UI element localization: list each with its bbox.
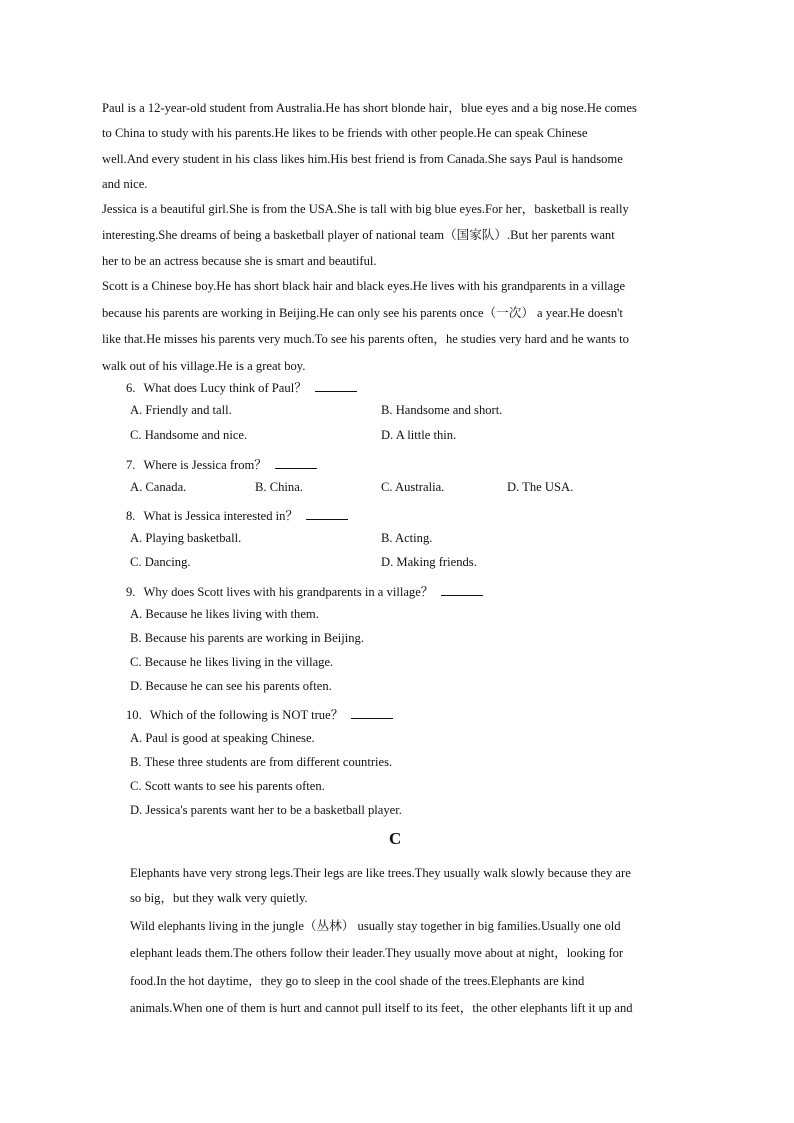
paragraph-scott: [102, 273, 702, 379]
option-b: B. Because his parents are working in Beijing.: [130, 631, 364, 645]
question-10: [102, 704, 702, 723]
answer-blank[interactable]: [441, 583, 483, 596]
paragraph-jessica: [102, 196, 702, 274]
text-line: Elephants have very strong legs.Their legs are like trees.They usually walk slowly because they are: [130, 866, 631, 880]
option-b: B. Acting.: [381, 531, 433, 545]
text-line: because his parents are working in Beijing.He can only see his parents once（一次） a year.He doesn't: [102, 305, 623, 320]
question-number: 6.: [126, 381, 136, 395]
answer-blank[interactable]: [351, 706, 393, 719]
option-c: C. Handsome and nice.: [130, 428, 248, 442]
question-text: What is Jessica interested in？: [143, 509, 299, 523]
option-b: B. These three students are from different countries.: [130, 755, 393, 769]
text-line: and nice.: [102, 176, 148, 191]
question-number: 10.: [126, 708, 142, 722]
option-c: C. Because he likes living in the village.: [130, 655, 334, 669]
text-line: Paul is a 12-year-old student from Australia.He has short blonde hair，blue eyes and a big nose.He comes: [102, 101, 637, 115]
text-line: her to be an actress because she is smart and beautiful.: [102, 254, 377, 268]
text-line: walk out of his village.He is a great boy.: [102, 358, 306, 373]
paragraph-elephants-2: [130, 913, 710, 1022]
option-d: D. The USA.: [507, 480, 574, 494]
option-c: C. Dancing.: [130, 555, 191, 569]
question-text: Which of the following is NOT true？: [149, 708, 344, 722]
option-a: A. Friendly and tall.: [130, 403, 232, 417]
option-d: D. Because he can see his parents often.: [130, 679, 332, 693]
question-text: What does Lucy think of Paul？: [143, 381, 307, 395]
paragraph-elephants-1: [130, 861, 710, 911]
question-number: 8.: [126, 509, 136, 523]
answer-blank[interactable]: [315, 379, 357, 392]
text-line: Jessica is a beautiful girl.She is from the USA.She is tall with big blue eyes.For her，basketball is really: [102, 202, 629, 216]
option-b: B. China.: [255, 480, 303, 494]
question-text: Why does Scott lives with his grandparents in a village？: [143, 585, 434, 599]
option-a: A. Because he likes living with them.: [130, 607, 319, 621]
option-c: C. Australia.: [381, 480, 445, 494]
option-c: C. Scott wants to see his parents often.: [130, 779, 325, 793]
option-d: D. Jessica's parents want her to be a basketball player.: [130, 803, 402, 817]
question-8: [102, 505, 702, 524]
text-line: to China to study with his parents.He likes to be friends with other people.He can speak Chinese: [102, 126, 588, 141]
section-title: C: [389, 829, 402, 848]
text-line: so big，but they walk very quietly.: [130, 891, 308, 905]
option-a: A. Paul is good at speaking Chinese.: [130, 731, 315, 745]
option-a: A. Playing basketball.: [130, 531, 242, 545]
question-6: [102, 377, 702, 396]
text-line: Wild elephants living in the jungle（丛林） usually stay together in big families.Usually one old: [130, 919, 621, 933]
text-line: animals.When one of them is hurt and cannot pull itself to its feet，the other elephants lift it up and: [130, 1000, 633, 1015]
option-d: D. Making friends.: [381, 555, 477, 569]
text-line: well.And every student in his class likes him.His best friend is from Canada.She says Paul is handsome: [102, 151, 623, 166]
question-number: 7.: [126, 458, 136, 472]
question-9: [102, 581, 702, 600]
question-number: 9.: [126, 585, 136, 599]
text-line: elephant leads them.The others follow their leader.They usually move about at night，looking for: [130, 946, 624, 961]
text-line: like that.He misses his parents very much.To see his parents often，he studies very hard and he wants to: [102, 332, 629, 346]
answer-blank[interactable]: [275, 456, 317, 469]
option-a: A. Canada.: [130, 480, 187, 494]
text-line: interesting.She dreams of being a basketball player of national team（国家队）.But her parents want: [102, 228, 615, 242]
paragraph-paul: [102, 96, 702, 197]
text-line: food.In the hot daytime，they go to sleep in the cool shade of the trees.Elephants are kind: [130, 973, 585, 988]
option-b: B. Handsome and short.: [381, 403, 503, 417]
answer-blank[interactable]: [306, 507, 348, 520]
option-d: D. A little thin.: [381, 428, 457, 442]
question-text: Where is Jessica from？: [143, 458, 267, 472]
text-line: Scott is a Chinese boy.He has short black hair and black eyes.He lives with his grandparents in a village: [102, 279, 626, 293]
question-7: [102, 454, 702, 473]
